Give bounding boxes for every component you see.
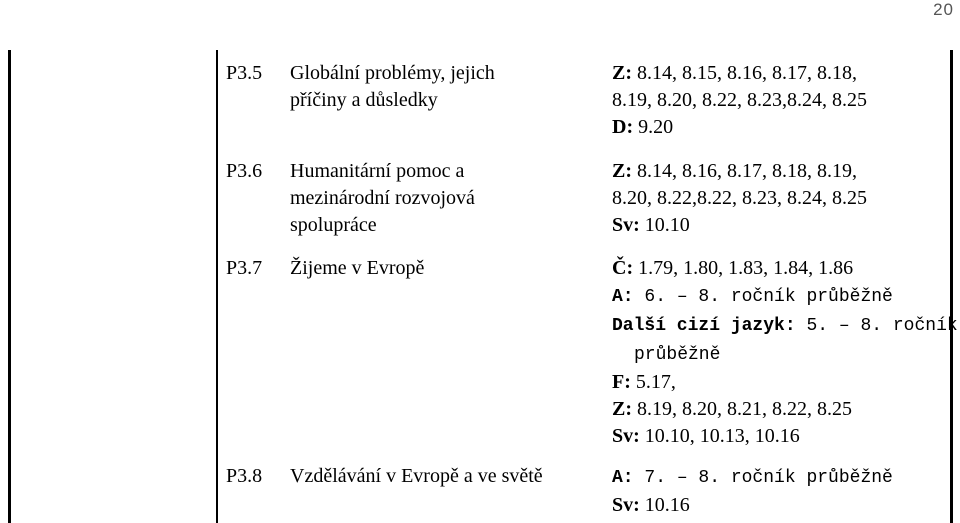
reference-values: 10.10, 10.13, 10.16 [639, 425, 800, 447]
reference-subject-key: Další cizí jazyk: [612, 316, 796, 336]
topic-title-line: Humanitární pomoc a [290, 160, 465, 182]
reference-values: 9.20 [633, 116, 674, 138]
reference-values: 8.14, 8.15, 8.16, 8.17, 8.18, [632, 62, 857, 84]
reference-values: 1.79, 1.80, 1.83, 1.84, 1.86 [633, 257, 854, 279]
cross-references [612, 158, 867, 239]
reference-subject-key: F: [612, 371, 631, 393]
reference-line [612, 158, 867, 185]
reference-line [612, 185, 867, 212]
reference-subject-key: D: [612, 116, 634, 138]
reference-values: 8.19, 8.20, 8.21, 8.22, 8.25 [632, 398, 852, 420]
reference-line [612, 311, 958, 340]
topic-code: P3.8 [226, 465, 263, 487]
reference-line [612, 396, 958, 423]
topic-title [290, 255, 424, 282]
reference-values: 10.10 [639, 214, 690, 236]
topic-title-line: příčiny a důsledky [290, 89, 438, 111]
topic-code: P3.5 [226, 62, 263, 84]
reference-values: průběžně [634, 345, 721, 365]
cross-references [612, 463, 893, 519]
topic-code: P3.7 [226, 257, 263, 279]
topic-title-line: Globální problémy, jejich [290, 62, 495, 84]
reference-line [612, 114, 867, 141]
reference-subject-key: Č: [612, 257, 634, 279]
reference-line [612, 255, 958, 282]
reference-subject-key: Z: [612, 398, 632, 420]
reference-subject-key: Sv: [612, 214, 640, 236]
page-number: 20 [933, 0, 954, 19]
reference-line [612, 463, 893, 492]
reference-line [612, 60, 867, 87]
reference-subject-key: Sv: [612, 425, 640, 447]
reference-line [612, 212, 867, 239]
topic-title [290, 158, 475, 239]
topic-title [290, 60, 495, 114]
topic-title-line: mezinárodní rozvojová [290, 187, 475, 209]
topic-title-line: Vzdělávání v Evropě a ve světě [290, 465, 543, 487]
cross-references [612, 255, 958, 450]
reference-line [612, 87, 867, 114]
reference-values: 8.19, 8.20, 8.22, 8.23,8.24, 8.25 [612, 89, 867, 111]
reference-values: 7. – 8. ročník průběžně [633, 468, 893, 488]
reference-line [612, 492, 893, 519]
reference-line [612, 282, 958, 311]
reference-line [612, 423, 958, 450]
topic-code: P3.6 [226, 160, 263, 182]
reference-subject-key: Sv: [612, 494, 640, 516]
reference-subject-key: A: [612, 287, 634, 307]
reference-values: 8.20, 8.22,8.22, 8.23, 8.24, 8.25 [612, 187, 867, 209]
reference-values: 10.16 [639, 494, 690, 516]
reference-subject-key: Z: [612, 62, 632, 84]
reference-values: 5. – 8. ročník [795, 316, 958, 336]
cross-references [612, 60, 867, 141]
topic-title [290, 463, 543, 490]
reference-values: 8.14, 8.16, 8.17, 8.18, 8.19, [632, 160, 857, 182]
table-inner-border [216, 50, 218, 523]
reference-line [612, 369, 958, 396]
reference-values: 5.17, [630, 371, 676, 393]
reference-subject-key: Z: [612, 160, 632, 182]
reference-subject-key: A: [612, 468, 634, 488]
table-left-border [8, 50, 11, 523]
reference-line [612, 340, 958, 369]
topic-title-line: Žijeme v Evropě [290, 257, 425, 279]
reference-values: 6. – 8. ročník průběžně [633, 287, 893, 307]
topic-title-line: spolupráce [290, 214, 377, 236]
